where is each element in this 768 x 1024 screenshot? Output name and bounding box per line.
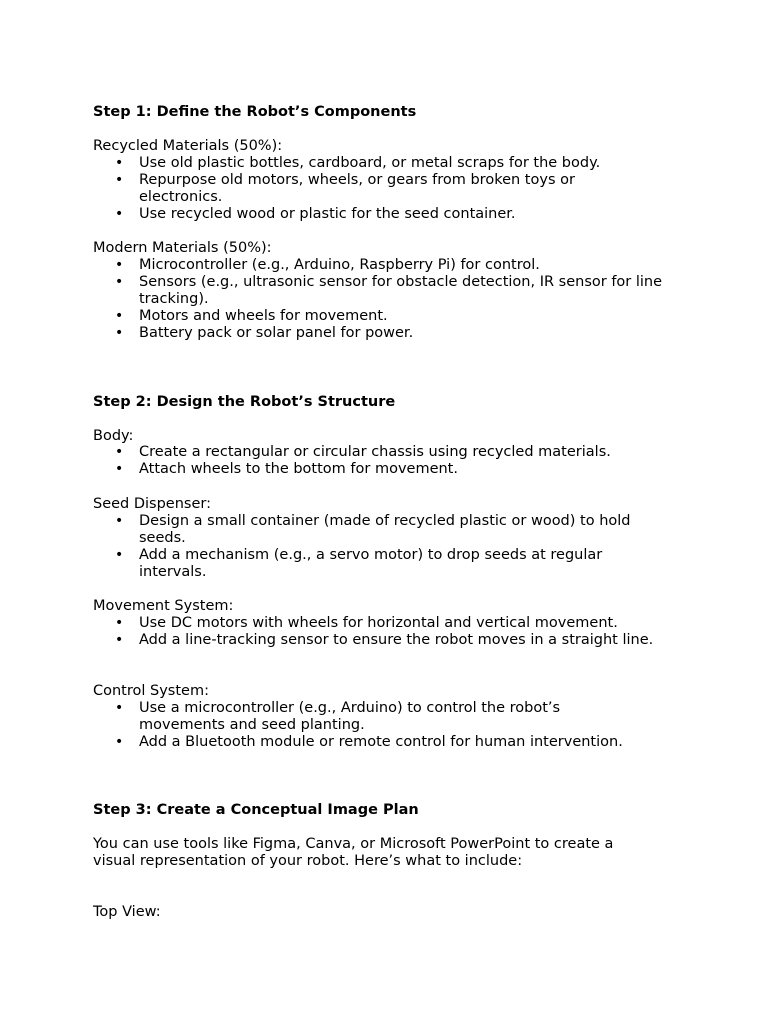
bullet: • [115, 734, 124, 750]
seed-dispenser-label: Seed Dispenser: [93, 496, 211, 512]
bullet: • [115, 274, 124, 290]
bullet: • [115, 547, 124, 563]
bullet: • [115, 308, 124, 324]
step3-heading: Step 3: Create a Conceptual Image Plan [93, 802, 419, 818]
bullet: • [115, 155, 124, 171]
control-system-label: Control System: [93, 683, 209, 699]
bullet: • [115, 257, 124, 273]
step2-heading: Step 2: Design the Robot’s Structure [93, 394, 396, 410]
movement-system-label: Movement System: [93, 598, 234, 614]
document-page: Step 1: Define the Robot’s Components Recycled Materials (50%): • Use old plastic bottles, cardboard, or metal scraps for the body. • Repurpose old motors, wheels, or gears from broken toys or electronics. • Use recycled wood or plastic for the seed container. Modern Materials (50%): • Microcontroller (e.g., Arduino, Raspberry Pi) for control. • Sensors (e.g., ultrasonic sensor for obstacle detection, IR sensor for line tracking). • Motors and wheels for movement. • Battery pack or solar panel for power. Step 2: Design the Robot’s Structure Body: • Create a rectangular or circular chassis using recycled materials. • Attach wheels to the bottom for movement. Seed Dispenser: • Design a small container (made of recycled plastic or wood) to hold seeds. • Add a mechanism (e.g., a servo motor) to drop seeds at regular intervals. Movement System: • Use DC motors with wheels for horizontal and vertical movement. • Add a line-tracking sensor to ensure the robot moves in a straight line. Control System: • Use a microcontroller (e.g., Arduino) to control the robot’s movements and seed planting. • Add a Bluetooth module or remote control for human intervention. Step 3: Create a Conceptual Image Plan You can use tools like Figma, Canva, or Microsoft PowerPoint to create a visual representation of your robot. Here’s what to include: Top View: [93, 104, 663, 920]
paragraph-line: visual representation of your robot. Here’s what to include: [93, 853, 523, 869]
step1-heading: Step 1: Define the Robot’s Components [93, 104, 417, 120]
bullet: • [115, 700, 124, 716]
bullet: • [115, 513, 124, 529]
body-label: Body: [93, 428, 134, 444]
top-view-label: Top View: [93, 904, 161, 920]
bullet: • [115, 461, 124, 477]
bullet: • [115, 325, 124, 341]
bullet: • [115, 206, 124, 222]
paragraph-line: You can use tools like Figma, Canva, or Microsoft PowerPoint to create a [93, 836, 614, 852]
modern-materials-label: Modern Materials (50%): [93, 240, 272, 256]
bullet: • [115, 632, 124, 648]
recycled-materials-label: Recycled Materials (50%): [93, 138, 283, 154]
bullet: • [115, 615, 124, 631]
bullet: • [115, 444, 124, 460]
bullet: • [115, 172, 124, 188]
